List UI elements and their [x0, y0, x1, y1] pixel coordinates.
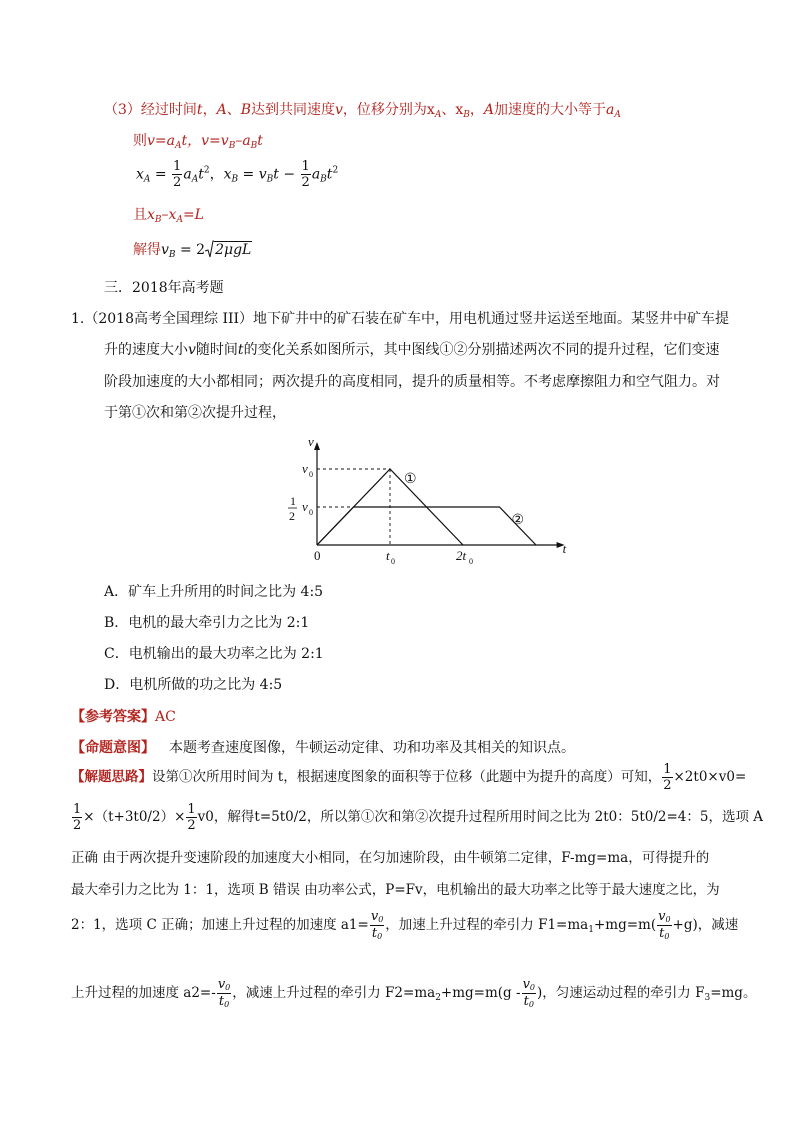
var-t: t — [196, 102, 203, 118]
y-axis-label: v — [308, 434, 314, 449]
sub: 0 — [224, 1000, 230, 1009]
num: v — [522, 977, 530, 992]
den: t — [523, 994, 529, 1009]
text: ×2t0×v0= — [673, 769, 747, 785]
text: 加速度的大小等于 — [493, 102, 606, 118]
and-label: 且 — [133, 207, 147, 223]
text: 的变化关系如图所示，其中图线①②分别描述两次不同的提升过程，它们变速 — [243, 342, 720, 358]
text: ，位移分别为 — [342, 102, 427, 118]
eq: = 2 — [175, 242, 206, 258]
sub-A: A — [434, 110, 442, 120]
question-line-1 — [71, 309, 729, 329]
x: –x — [161, 207, 177, 223]
part3-cond — [133, 205, 204, 230]
fraction-v0-t0 — [522, 978, 536, 1009]
a: a — [183, 166, 192, 183]
num: 1 — [73, 802, 82, 817]
y-tick-half-den: 2 — [289, 509, 295, 523]
text: +mg=m(g - — [440, 985, 521, 1001]
text: （2018高考全国理综 III）地下矿井中的矿石装在矿车中，用电机通过竖井运送至地面。某竖井中矿车提 — [84, 311, 730, 327]
text: ，加速上升过程的牵引力 F1=ma — [385, 917, 589, 933]
fraction-half — [662, 763, 672, 792]
text: ，减速上升过程的牵引力 F2=ma — [232, 985, 436, 1001]
intent-line — [71, 738, 575, 758]
var-v: v — [334, 102, 343, 118]
sep: 、 — [441, 102, 456, 118]
part3-eq2 — [136, 160, 338, 189]
sub-A2: A — [614, 110, 621, 120]
minus: t − — [273, 166, 300, 183]
sub: B — [168, 250, 176, 260]
analysis-line-5 — [71, 910, 738, 945]
y-tick-half-num: 1 — [290, 494, 296, 508]
text: 随时间 — [195, 342, 238, 358]
comma: ， — [209, 166, 224, 183]
analysis-tag: 【解题思路】 — [71, 769, 152, 785]
a: a — [311, 166, 321, 183]
intent-tag: 【命题意图】 — [71, 740, 155, 756]
section-title: 三．2018年高考题 — [104, 280, 224, 296]
question-line-3: 阶段加速度的大小都相同；两次提升的高度相同，提升的质量相等。不考虑摩擦阻力和空气阻力。对 — [104, 374, 720, 390]
x-tick-2t0-sub: 0 — [469, 557, 473, 566]
velocity-time-chart — [270, 430, 567, 575]
sub: B — [154, 215, 162, 225]
part3-eq1 — [133, 131, 263, 156]
text: v0，解得t=5t0/2，所以第①次和第②次提升过程所用时间之比为 2t0：5t0/2=4：5，选项 A — [197, 809, 764, 825]
text: +g)，减速 — [672, 917, 739, 933]
t: t — [326, 166, 333, 183]
eq1-b: t，v=v — [181, 133, 229, 149]
sep: 、 — [226, 102, 241, 118]
sub: A — [143, 174, 151, 185]
eq1-d: t — [257, 133, 263, 149]
var-A: A — [216, 102, 227, 118]
x: x — [147, 207, 155, 223]
analysis-line-2 — [71, 803, 763, 832]
part3-prefix: （3）经过时间 — [104, 102, 197, 118]
num: 1 — [301, 159, 310, 174]
fraction-half — [186, 803, 196, 832]
sqrt-sign — [205, 241, 214, 258]
x-tick-t0-sub: 0 — [391, 557, 395, 566]
text: =mg。 — [710, 985, 757, 1001]
sep: ， — [202, 102, 217, 118]
text: 升的速度大小 — [104, 342, 188, 358]
den: 2 — [187, 818, 196, 833]
sub: 0 — [529, 983, 536, 992]
text: ×（t+3t0/2）× — [83, 809, 186, 825]
analysis-line-4: 最大牵引力之比为 1：1，选项 B 错误 由功率公式，P=Fv，电机输出的最大功率之比等于最大速度之比，为 — [71, 882, 720, 898]
var-t: t — [237, 342, 244, 358]
analysis-line-3: 正确 由于两次提升变速阶段的加速度大小相同，在匀加速阶段，由牛顿第二定律，F-mg=ma，可得提升的 — [71, 850, 710, 866]
option-c[interactable]: C．电机输出的最大功率之比为 2:1 — [104, 646, 324, 662]
sub: 2 — [435, 993, 441, 1003]
series-label-1: ① — [404, 472, 417, 487]
fraction-v0-t0 — [370, 910, 384, 941]
sub: 0 — [378, 915, 384, 924]
sub: 0 — [377, 932, 383, 941]
question-line-4: 于第①次和第②次提升过程， — [104, 405, 286, 421]
den: t — [218, 994, 225, 1009]
sub: 0 — [528, 1000, 534, 1009]
fraction-half — [172, 160, 182, 189]
text: 上升过程的加速度 a2=- — [71, 985, 216, 1001]
y-tick-half-v0-sub: 0 — [309, 508, 313, 517]
fraction-v0-t0 — [657, 910, 671, 941]
sub: 0 — [664, 932, 670, 941]
text: +mg=m( — [593, 917, 657, 933]
y-axis-arrow — [314, 442, 320, 450]
y-tick-half-v0: v — [302, 499, 308, 514]
question-number: 1. — [71, 311, 85, 327]
sub-B: B — [463, 110, 470, 120]
sub: 0 — [225, 983, 231, 992]
var-B: B — [240, 102, 251, 118]
sub: A — [176, 215, 183, 225]
x-axis-label: t — [562, 541, 567, 556]
series-line-2 — [317, 507, 536, 545]
solve-label: 解得 — [133, 242, 161, 258]
eq1-a: v=a — [147, 133, 175, 149]
option-b[interactable]: B．电机的最大牵引力之比为 2:1 — [104, 615, 310, 631]
text: )，匀速运动过程的牵引力 F — [537, 985, 705, 1001]
x-tick-t0: t — [386, 548, 390, 563]
x-tick-2t0: 2t — [456, 548, 467, 563]
sub: B — [266, 174, 274, 185]
num: 1 — [187, 802, 196, 817]
sup2: 2 — [332, 165, 339, 176]
eq: = v — [238, 166, 267, 183]
analysis-line-1 — [71, 763, 746, 792]
text: 达到共同速度 — [250, 102, 335, 118]
answer-tag: 【参考答案】 — [71, 709, 155, 725]
var-xB: x — [455, 102, 464, 118]
origin-label: 0 — [314, 548, 321, 563]
den: 2 — [173, 175, 182, 190]
intent-text: 本题考查速度图像，牛顿运动定律、功和功率及其相关的知识点。 — [169, 740, 575, 756]
den: 2 — [73, 818, 82, 833]
series-label-2: ② — [511, 513, 525, 528]
sub: 1 — [588, 925, 594, 935]
num: v — [658, 909, 666, 924]
num: 1 — [173, 159, 182, 174]
part3-solve — [133, 240, 252, 265]
fraction-v0-t0 — [217, 978, 231, 1009]
t: t — [198, 166, 204, 183]
sub: A — [175, 141, 182, 151]
fraction-half-2 — [301, 160, 311, 189]
num: 1 — [663, 762, 672, 777]
var-aA: a — [605, 102, 615, 118]
option-a[interactable]: A．矿车上升所用的时间之比为 4:5 — [104, 584, 324, 600]
text: 设第①次所用时间为 t，根据速度图象的面积等于位移（此题中为提升的高度）可知， — [152, 769, 662, 785]
num: v — [370, 909, 379, 924]
sub: B — [231, 174, 239, 185]
sub: B — [320, 174, 327, 185]
part3-intro — [104, 100, 621, 125]
sep: ， — [469, 102, 484, 118]
eq1-c: –a — [235, 133, 251, 149]
question-line-2 — [104, 340, 720, 360]
v: v — [161, 242, 169, 258]
then-label: 则 — [133, 133, 147, 149]
answer-value: AC — [155, 709, 176, 725]
eqL: =L — [182, 207, 204, 223]
sup2: 2 — [203, 165, 210, 176]
sqrt-body: 2μgL — [215, 242, 252, 258]
answer-line — [71, 707, 176, 727]
option-d[interactable]: D．电机所做的功之比为 4:5 — [104, 677, 283, 693]
y-tick-v0-sub: 0 — [309, 470, 313, 479]
eq: = — [150, 166, 172, 183]
x: x — [136, 166, 144, 183]
sub: B — [228, 141, 236, 151]
sub: 3 — [704, 993, 711, 1003]
x: x — [223, 166, 232, 183]
var-A2: A — [483, 102, 494, 118]
den: t — [659, 926, 665, 941]
sub: 0 — [665, 915, 671, 924]
den: 2 — [663, 778, 672, 793]
var-xA: x — [426, 102, 435, 118]
den: t — [371, 926, 378, 941]
sub: A — [191, 174, 199, 185]
num: v — [217, 977, 226, 992]
var-v: v — [188, 342, 196, 358]
sub: B — [250, 141, 258, 151]
y-tick-v0: v — [302, 461, 308, 476]
text: 2：1，选项 C 正确；加速上升过程的加速度 a1= — [71, 917, 369, 933]
sqrt — [205, 240, 252, 260]
fraction-half — [72, 803, 82, 832]
analysis-line-6 — [71, 978, 756, 1013]
den: 2 — [301, 175, 310, 190]
